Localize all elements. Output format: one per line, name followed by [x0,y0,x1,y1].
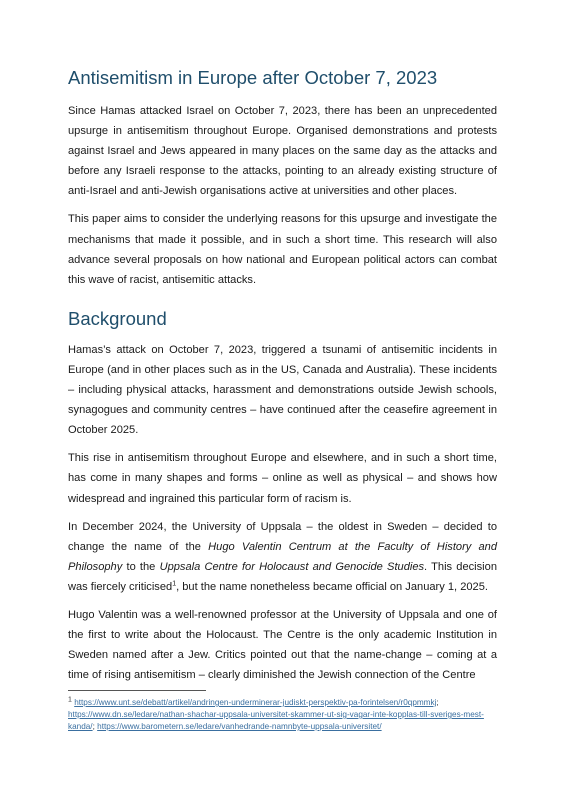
text-run: . This decision was fiercely criticised [68,560,497,593]
background-paragraph-1: Hamas’s attack on October 7, 2023, triggered a tsunami of antisemitic incidents in Europe (and in other places such as in the US, Canada and Australia). These incidents – including physical attacks, harassment and demonstrations outside Jewish schools, synagogues and community centres – have continued after the ceasefire agreement in October 2025. [68,343,497,437]
intro-paragraph-2: This paper aims to consider the underlying reasons for this upsurge and investigate the mechanisms that made it possible, and in such a short time. This research will also advance several proposals on how national and European political actors can combat this wave of racist, antisemitic attacks. [68,213,497,286]
text-run: , but the name nonetheless became official on January 1, 2025. [176,580,488,593]
footnote [68,697,498,733]
footnote-marker: 1 [68,696,72,704]
background-paragraph-3 [68,517,497,597]
text-run: In December 2024, the University of Uppsala – the oldest in Sweden – decided to change the name of the [68,520,497,553]
footnote-link-unt[interactable]: https://www.unt.se/debatt/artikel/andringen-underminerar-judiskt-perspektiv-pa-forintelsen/r0qpmmkj [74,698,437,707]
italic-name-old: Hugo Valentin Centrum at the Faculty of History and Philosophy [68,540,498,573]
footnote-divider [68,690,206,691]
background-paragraph-4: Hugo Valentin was a well-renowned professor at the University of Uppsala and one of the first to write about the Holocaust. The Centre is the only academic Institution in Sweden named after a Jew. Critics pointed out that the name-change – coming at a time of rising antisemitism – clearly diminished the Jewish connection of the Centre [68,608,497,682]
background-paragraph-2: This rise in antisemitism throughout Europe and elsewhere, and in such a short time, has come in many shapes and forms – online as well as physical – and shows how widespread and ingrained this particular form of racism is. [68,452,497,505]
footnote-reference[interactable]: 1 [172,580,177,588]
section-heading-background: Background [68,307,167,329]
intro-paragraph-1: Since Hamas attacked Israel on October 7, 2023, there has been an unprecedented upsurge in antisemitism throughout Europe. Organised demonstrations and protests against Israel and Jews appeared in many places on the same day as the attacks and before any Israeli response to the attacks, pointing to an already existing structure of anti-Israel and anti-Jewish organisations active at universities and other places. [68,105,497,198]
footnote-separator: ; [92,722,98,731]
footnote-separator: ; [436,698,439,707]
footnote-link-barometern[interactable]: https://www.barometern.se/ledare/vanhedrande-namnbyte-uppsala-universitet/ [97,722,382,731]
italic-name-new: Uppsala Centre for Holocaust and Genocide Studies [159,560,425,573]
page-title: Antisemitism in Europe after October 7, 2023 [68,67,438,88]
footnote-link-dn[interactable]: https://www.dn.se/ledare/nathan-shachar-uppsala-universitet-skammer-ut-sig-vagar-inte-kopplas-till-sveriges-mest-kanda/ [68,710,484,731]
text-run: to the [122,560,160,573]
